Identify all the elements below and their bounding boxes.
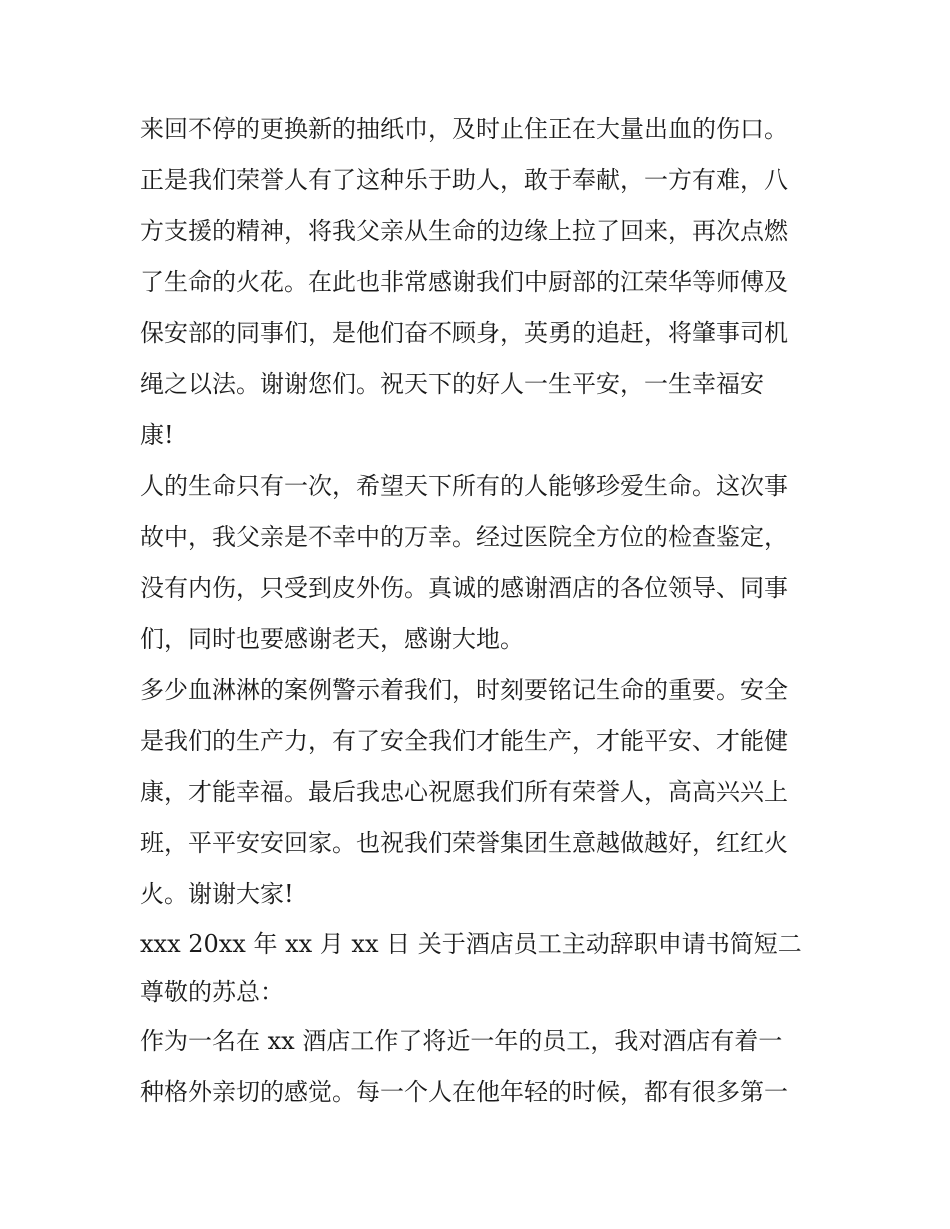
text-line: 康，才能幸福。最后我忠心祝愿我们所有荣誉人，高高兴兴上 [140,778,788,806]
salutation-line: 尊敬的苏总： [140,978,284,1006]
text-line: 种格外亲切的感觉。每一个人在他年轻的时候，都有很多第一 [140,1078,788,1106]
text-line: 没有内伤，只受到皮外伤。真诚的感谢酒店的各位领导、同事 [140,574,788,602]
text-line: 正是我们荣誉人有了这种乐于助人，敢于奉献，一方有难，八 [140,166,788,194]
text-line: 来回不停的更换新的抽纸巾，及时止住正在大量出血的伤口。 [140,115,788,143]
text-line: 故中，我父亲是不幸中的万幸。经过医院全方位的检查鉴定， [140,523,788,551]
text-line: 是我们的生产力，有了安全我们才能生产，才能平安、才能健 [140,727,788,755]
document-body [140,104,815,1118]
text-line: 康! [140,421,174,449]
text-line: 班，平平安安回家。也祝我们荣誉集团生意越做越好，红红火 [140,829,788,857]
document-heading-line: xxx 20xx 年 xx 月 xx 日 关于酒店员工主动辞职申请书简短二 [140,930,802,958]
text-line: 绳之以法。谢谢您们。祝天下的好人一生平安，一生幸福安 [140,370,764,398]
text-line: 作为一名在 xx 酒店工作了将近一年的员工，我对酒店有着一 [140,1027,783,1055]
text-line: 们，同时也要感谢老天，感谢大地。 [140,625,524,653]
text-line: 方支援的精神，将我父亲从生命的边缘上拉了回来，再次点燃 [140,217,788,245]
text-line: 火。谢谢大家! [140,880,294,908]
text-line: 了生命的火花。在此也非常感谢我们中厨部的江荣华等师傅及 [140,268,788,296]
text-line: 人的生命只有一次，希望天下所有的人能够珍爱生命。这次事 [140,472,788,500]
text-line: 多少血淋淋的案例警示着我们，时刻要铭记生命的重要。安全 [140,676,788,704]
text-line: 保安部的同事们，是他们奋不顾身，英勇的追赶，将肇事司机 [140,319,788,347]
